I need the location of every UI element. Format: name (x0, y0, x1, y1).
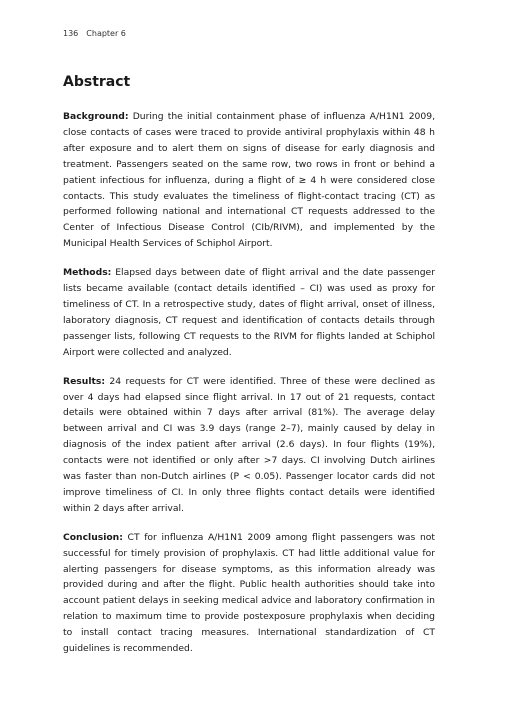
results-label: Results: (63, 375, 105, 387)
results-paragraph (63, 374, 435, 517)
methods-paragraph (63, 265, 435, 360)
background-text: During the initial containment phase of influenza A/H1N1 2009, close contacts of cases were traced to provide antiviral prophylaxis within 48 h after exposure and to alert them on signs of disease for early diagnosis and treatment. Passengers seated on the same row, two rows in front or behind a patient infectious for influenza, during a flight of ≥ 4 h were considered close contacts. This study evaluates the timeliness of flight-contact tracing (CT) as performed following national and international CT requests addressed to the Center of Infectious Disease Control (CIb/RIVM), and implemented by the Municipal Health Services of Schiphol Airport. (63, 111, 435, 250)
abstract-body (63, 109, 435, 670)
background-paragraph (63, 109, 435, 252)
conclusion-label: Conclusion: (63, 531, 123, 543)
chapter-label: Chapter 6 (86, 29, 126, 38)
running-head (63, 29, 126, 38)
conclusion-text: CT for influenza A/H1N1 2009 among flight passengers was not successful for timely provision of prophylaxis. CT had little additional value for alerting passengers for disease symptoms, as this information already was provided during and after the flight. Public health authorities should take into account patient delays in seeking medical advice and laboratory confirmation in relation to maximum time to provide postexposure prophylaxis when deciding to install contact tracing measures. International standardization of CT guidelines is recommended. (63, 531, 435, 655)
conclusion-paragraph (63, 530, 435, 657)
page-number: 136 (63, 29, 79, 38)
methods-label: Methods: (63, 267, 112, 279)
methods-text: Elapsed days between date of flight arrival and the date passenger lists became available (contact details identified – CI) was used as proxy for timeliness of CT. In a retrospective study, dates of flight arrival, onset of illness, laboratory diagnosis, CT request and identification of contacts details through passenger lists, following CT requests to the RIVM for flights landed at Schiphol Airport were collected and analyzed. (63, 267, 435, 358)
abstract-title: Abstract (63, 74, 131, 90)
background-label: Background: (63, 111, 129, 122)
results-text: 24 requests for CT were identified. Three of these were declined as over 4 days had elapsed since flight arrival. In 17 out of 21 requests, contact details were obtained within 7 days after arrival (81%). The average delay between arrival and CI was 3.9 days (range 2–7), mainly caused by delay in diagnosis of the index patient after arrival (2.6 days). In four flights (19%), contacts were not identified or only after >7 days. CI involving Dutch airlines was faster than non-Dutch airlines (P < 0.05). Passenger locator cards did not improve timeliness of CI. In only three flights contact details were identified within 2 days after arrival. (63, 375, 436, 514)
